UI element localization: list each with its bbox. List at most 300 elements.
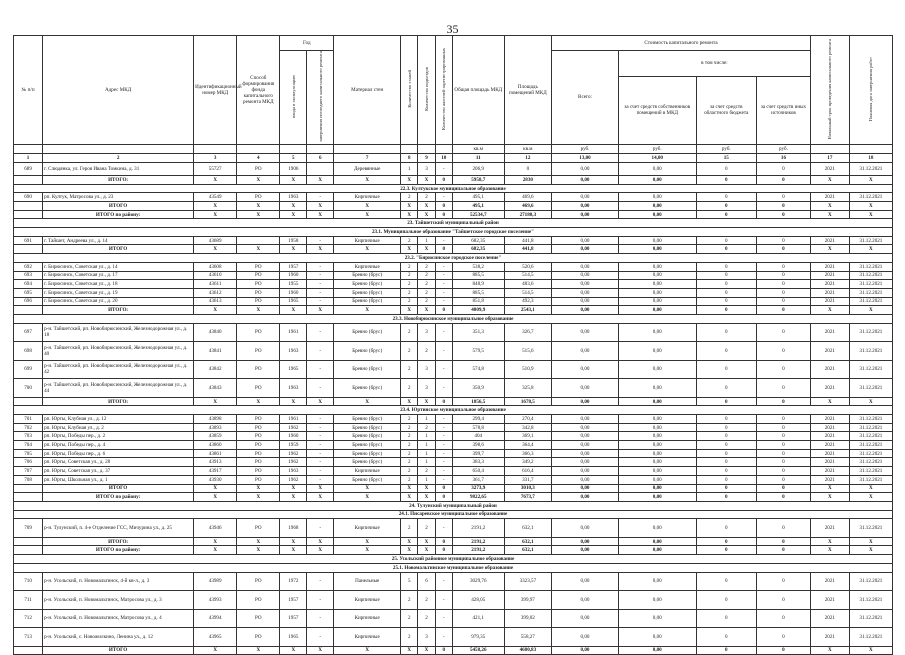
table-cell: 0 [756,210,810,219]
table-cell: РО [237,162,280,175]
table-cell: 0 [756,342,810,361]
column-number-cell: 2 [43,153,194,162]
table-cell: 326,7 [504,323,551,342]
table-cell: 5958,7 [452,175,504,184]
table-cell: 0 [756,475,810,484]
table-cell: 0 [696,467,756,476]
table-cell: 1968 [280,519,307,538]
table-cell: 0,00 [618,245,696,254]
table-cell: 31.12.2021 [849,449,892,458]
table-cell [14,546,43,555]
table-cell: 0 [756,397,810,406]
table-cell: 299,4 [452,415,504,424]
table-cell: РО [237,591,280,610]
table-cell: 43608 [194,262,237,271]
table-cell: 558,27 [504,628,551,647]
table-cell: 2021 [810,288,849,297]
table-cell: Бревно (брус) [334,360,401,379]
header-incl: в том числе: [618,51,810,77]
table-cell: 0,00 [552,360,619,379]
table-cell: - [435,591,452,610]
table-cell: 31.12.2021 [849,323,892,342]
table-cell: 0,00 [618,193,696,202]
table-cell: рп. Юрты, Победы пер., д. 4 [43,441,194,450]
table-cell: 31.12.2021 [849,193,892,202]
table-cell: X [307,484,334,493]
table-cell: 885,5 [452,288,504,297]
table-cell: 1 [418,432,435,441]
table-cell: 0,00 [552,193,619,202]
table-cell: 43917 [194,467,237,476]
table-cell: 43549 [194,193,237,202]
table-cell: X [194,306,237,315]
table-row [14,379,893,398]
total-row [14,493,893,502]
table-cell: 510,9 [504,360,551,379]
table-cell: 0 [756,236,810,245]
table-cell: 692 [14,262,43,271]
table-cell: г. Тайшет, Андреева ул., д. 14 [43,236,194,245]
unit-cell: руб. [696,144,756,153]
table-cell: - [307,441,334,450]
table-cell: 0,00 [618,423,696,432]
table-cell: 1963 [280,342,307,361]
table-row [14,441,893,450]
table-cell: 2021 [810,609,849,628]
table-row [14,236,893,245]
table-cell: - [435,342,452,361]
table-cell: 55727 [194,162,237,175]
table-cell: 538,2 [452,262,504,271]
section-title: 23.4. Юртинское муниципальное образование [14,406,893,415]
header-num: № п/п [14,36,43,145]
table-cell: 1965 [280,628,307,647]
table-cell: 1 [401,162,418,175]
table-cell: 43861 [194,449,237,458]
table-cell: 5458,26 [452,646,504,655]
table-cell: 2 [401,441,418,450]
table-cell: X [810,202,849,211]
table-cell: 0,00 [552,245,619,254]
table-cell: 0 [696,484,756,493]
table-cell [14,210,43,219]
table-cell: 703 [14,432,43,441]
table-cell: 31.12.2021 [849,423,892,432]
table-cell: 0,00 [552,458,619,467]
table-cell: 693 [14,271,43,280]
column-number-cell: 15 [696,153,756,162]
table-cell: X [280,546,307,555]
table-cell: X [849,202,892,211]
table-cell: X [418,175,435,184]
table-cell: X [849,546,892,555]
table-cell: РО [237,423,280,432]
unit-cell [307,144,334,153]
table-cell: 1957 [280,591,307,610]
table-cell: 2 [418,591,435,610]
table-cell: X [334,306,401,315]
table-cell: 0,00 [618,236,696,245]
table-cell: 0 [756,423,810,432]
table-cell: X [194,646,237,655]
table-cell: р-н. Тайшетский, рп. Новобирюсинский, Железнодорожная ул., д. 40 [43,342,194,361]
table-cell: 2021 [810,236,849,245]
table-cell: - [307,591,334,610]
unit-cell [849,144,892,153]
table-cell: 0,00 [552,297,619,306]
table-cell: Бревно (брус) [334,432,401,441]
table-cell: 31.12.2021 [849,441,892,450]
table-cell: Бревно (брус) [334,449,401,458]
total-row [14,537,893,546]
table-cell [237,236,280,245]
header-cost-other: за счет средств иных источников [756,76,810,144]
table-cell: 9822,65 [452,493,504,502]
table-cell: 2021 [810,379,849,398]
table-cell: РО [237,441,280,450]
table-cell: РО [237,280,280,289]
table-cell: X [334,493,401,502]
table-cell: 711 [14,591,43,610]
table-cell: 682,35 [452,236,504,245]
unit-cell [280,144,307,153]
table-cell: 369,1 [504,432,551,441]
table-cell: 1962 [280,449,307,458]
table-cell: ИТОГО [43,202,194,211]
table-cell: 520,6 [504,262,551,271]
table-cell: 2021 [810,193,849,202]
table-cell: 1962 [280,423,307,432]
column-number-cell: 8 [401,153,418,162]
table-cell: - [435,423,452,432]
total-row [14,245,893,254]
table-cell: - [307,262,334,271]
table-cell: 0,00 [552,280,619,289]
table-cell: - [307,297,334,306]
table-cell: 1 [418,475,435,484]
table-row [14,193,893,202]
table-cell: 0 [756,591,810,610]
table-cell: X [307,493,334,502]
table-cell: X [401,175,418,184]
table-cell: Бревно (брус) [334,415,401,424]
table-cell: X [334,646,401,655]
table-cell: X [280,245,307,254]
table-cell: г. Бирюсинск, Советская ул., д. 17 [43,271,194,280]
table-cell: 399,97 [504,591,551,610]
table-cell: рп. Култук, Матросова ул., д. 23 [43,193,194,202]
table-cell: 0 [696,297,756,306]
table-cell: 325,8 [504,379,551,398]
table-cell: 0,00 [552,432,619,441]
total-row [14,210,893,219]
table-cell: Бревно (брус) [334,423,401,432]
table-cell: 43989 [194,572,237,591]
table-cell: 342,8 [504,423,551,432]
table-row [14,297,893,306]
table-cell: 2021 [810,360,849,379]
table-cell: 0,00 [552,162,619,175]
table-cell: 43689 [194,236,237,245]
table-cell: X [280,484,307,493]
table-cell [14,646,43,655]
table-cell: р-н. Усольский, п. Новомальтинск, Матросова ул., д. 3 [43,591,194,610]
table-cell: 399,7 [452,449,504,458]
table-cell: 0 [756,546,810,555]
table-cell: 2 [401,288,418,297]
total-row [14,202,893,211]
table-cell: РО [237,475,280,484]
header-year-commission: ввода в эксплуатацию [280,51,307,145]
table-cell: 0 [756,493,810,502]
table-cell: Бревно (брус) [334,280,401,289]
table-cell: 0 [696,475,756,484]
table-cell: 2021 [810,415,849,424]
table-cell: 0 [696,423,756,432]
table-cell: 52534,7 [452,210,504,219]
table-cell: X [280,537,307,546]
table-cell: - [307,379,334,398]
table-cell: 979,35 [452,628,504,647]
unit-cell: руб. [552,144,619,153]
table-cell: рп. Юрты, Победы пер., д. 2 [43,432,194,441]
table-cell: 43993 [194,591,237,610]
table-cell: 2 [401,360,418,379]
page-number: 35 [446,22,459,36]
table-cell: 694 [14,280,43,289]
table-cell: 712 [14,609,43,628]
table-cell: 0 [696,323,756,342]
table-cell: 43842 [194,360,237,379]
table-cell: 0 [696,449,756,458]
table-cell: 2021 [810,572,849,591]
table-cell: 0 [756,271,810,280]
table-cell: РО [237,360,280,379]
table-cell: Бревно (брус) [334,323,401,342]
table-cell: X [280,210,307,219]
table-cell: Кирпичные [334,193,401,202]
table-cell: 43612 [194,288,237,297]
table-cell: X [849,537,892,546]
column-number-cell: 1 [14,153,43,162]
table-cell: 851,8 [452,297,504,306]
table-cell: г. Бирюсинск, Советская ул., д. 20 [43,297,194,306]
column-number-cell: 6 [307,153,334,162]
section-title: 24. Тулунский муниципальный район [14,501,893,510]
table-cell: 616,4 [504,467,551,476]
table-cell [14,202,43,211]
table-cell: 632,1 [504,519,551,538]
table-cell: 31.12.2021 [849,519,892,538]
table-cell: - [435,458,452,467]
table-cell: X [849,397,892,406]
table-cell: 0 [696,415,756,424]
table-cell: 483,6 [504,280,551,289]
table-cell: 4680,83 [504,646,551,655]
table-cell: ИТОГО [43,484,194,493]
table-cell: X [401,546,418,555]
section-title: 24.1. Писаревское муниципальное образование [14,510,893,519]
table-cell: 0 [696,646,756,655]
table-cell: 2 [418,280,435,289]
table-cell [14,306,43,315]
table-cell: X [810,245,849,254]
table-cell: X [194,537,237,546]
table-cell: X [334,484,401,493]
table-cell: 1 [418,458,435,467]
table-cell: X [237,493,280,502]
table-cell: 632,1 [504,537,551,546]
table-cell: 2 [401,262,418,271]
table-cell: РО [237,193,280,202]
table-cell: 469,6 [504,193,551,202]
table-cell: 0 [756,519,810,538]
table-cell: 3273,9 [452,484,504,493]
table-cell: X [194,210,237,219]
table-cell: - [435,323,452,342]
table-cell: - [435,475,452,484]
table-cell: Бревно (брус) [334,379,401,398]
table-cell: X [334,546,401,555]
table-cell: X [849,646,892,655]
table-cell: 1963 [280,467,307,476]
table-cell: 2 [418,271,435,280]
table-cell: 31.12.2021 [849,432,892,441]
table-cell: 1856,5 [452,397,504,406]
table-cell: 0,00 [618,432,696,441]
section-title: 23.2. "Бирюсинское городское поселение" [14,254,893,263]
table-cell: 0 [696,202,756,211]
column-numbers-row [14,153,893,162]
table-cell: 1958 [280,236,307,245]
table-cell: 0,00 [618,379,696,398]
table-cell: 2021 [810,432,849,441]
table-cell: 0,00 [552,449,619,458]
table-cell: РО [237,609,280,628]
table-cell: 2 [401,415,418,424]
unit-cell [435,144,452,153]
table-cell: X [401,537,418,546]
table-cell: 0 [756,628,810,647]
table-cell: 31.12.2021 [849,288,892,297]
table-row [14,458,893,467]
table-cell: 2 [418,193,435,202]
table-cell: 3323,57 [504,572,551,591]
table-cell: 0,00 [552,484,619,493]
table-body [14,162,893,654]
table-cell: 2 [401,591,418,610]
table-cell: X [307,646,334,655]
table-cell: 0,00 [552,537,619,546]
table-cell: - [307,519,334,538]
table-cell: 0 [696,162,756,175]
column-number-cell: 18 [849,153,892,162]
unit-cell: кв.м [452,144,504,153]
table-cell: 2 [418,467,435,476]
table-cell: 0,00 [552,546,619,555]
table-cell: 2 [401,458,418,467]
table-cell: 2021 [810,458,849,467]
table-cell: - [307,280,334,289]
header-floors: Количество этажей [401,36,418,145]
table-cell: X [307,546,334,555]
table-cell: 2 [401,467,418,476]
table-cell: 0 [696,609,756,628]
header-plan-start: Начальный срок проведения капитального ремонта [810,36,849,145]
unit-cell: кв.м [504,144,551,153]
table-cell: X [849,175,892,184]
table-cell: X [307,202,334,211]
table-cell: - [307,449,334,458]
table-cell: 0,00 [618,262,696,271]
table-cell: Бревно (брус) [334,288,401,297]
section-header-row [14,254,893,263]
table-cell: 0 [696,397,756,406]
table-cell: РО [237,432,280,441]
table-cell: 848,9 [452,280,504,289]
table-cell: Кирпичные [334,236,401,245]
column-number-cell: 11 [452,153,504,162]
table-cell: X [810,306,849,315]
table-cell: 43860 [194,441,237,450]
table-cell: 0 [696,288,756,297]
table-cell: 1962 [280,475,307,484]
unit-cell [810,144,849,153]
table-cell: 1965 [280,360,307,379]
column-number-cell: 12 [504,153,551,162]
table-cell: - [435,467,452,476]
table-cell: 0 [756,306,810,315]
table-cell: 0 [435,493,452,502]
table-row [14,423,893,432]
table-cell: 0,00 [552,306,619,315]
table-cell: г. Бирюсинск, Советская ул., д. 14 [43,262,194,271]
table-cell: X [810,537,849,546]
table-cell: X [237,175,280,184]
table-cell: 2021 [810,519,849,538]
table-cell: 43913 [194,458,237,467]
unit-cell [401,144,418,153]
table-row [14,432,893,441]
table-cell: 0 [435,306,452,315]
table-cell: 0 [435,202,452,211]
table-cell: 0 [435,245,452,254]
table-cell: 1960 [280,432,307,441]
table-cell: X [194,175,237,184]
table-cell: X [194,484,237,493]
section-title: 22.3. Култукское муниципальное образование [14,184,893,193]
table-cell: 1961 [280,323,307,342]
table-cell: 0,00 [618,210,696,219]
table-cell: X [237,537,280,546]
table-cell: 697 [14,323,43,342]
table-cell: - [307,628,334,647]
table-cell: 0 [504,162,551,175]
units-row [14,144,893,153]
table-cell: РО [237,342,280,361]
table-cell: ИТОГО [43,646,194,655]
table-cell [14,484,43,493]
table-cell: 0 [756,646,810,655]
table-cell: р-н. Тайшетский, рп. Новобирюсинский, Железнодорожная ул., д. 18 [43,323,194,342]
column-number-cell: 13,00 [552,153,619,162]
column-number-cell: 5 [280,153,307,162]
table-cell: 0 [696,493,756,502]
column-number-cell: 10 [435,153,452,162]
table-cell: РО [237,628,280,647]
column-number-cell: 7 [334,153,401,162]
table-cell: 441,8 [504,236,551,245]
